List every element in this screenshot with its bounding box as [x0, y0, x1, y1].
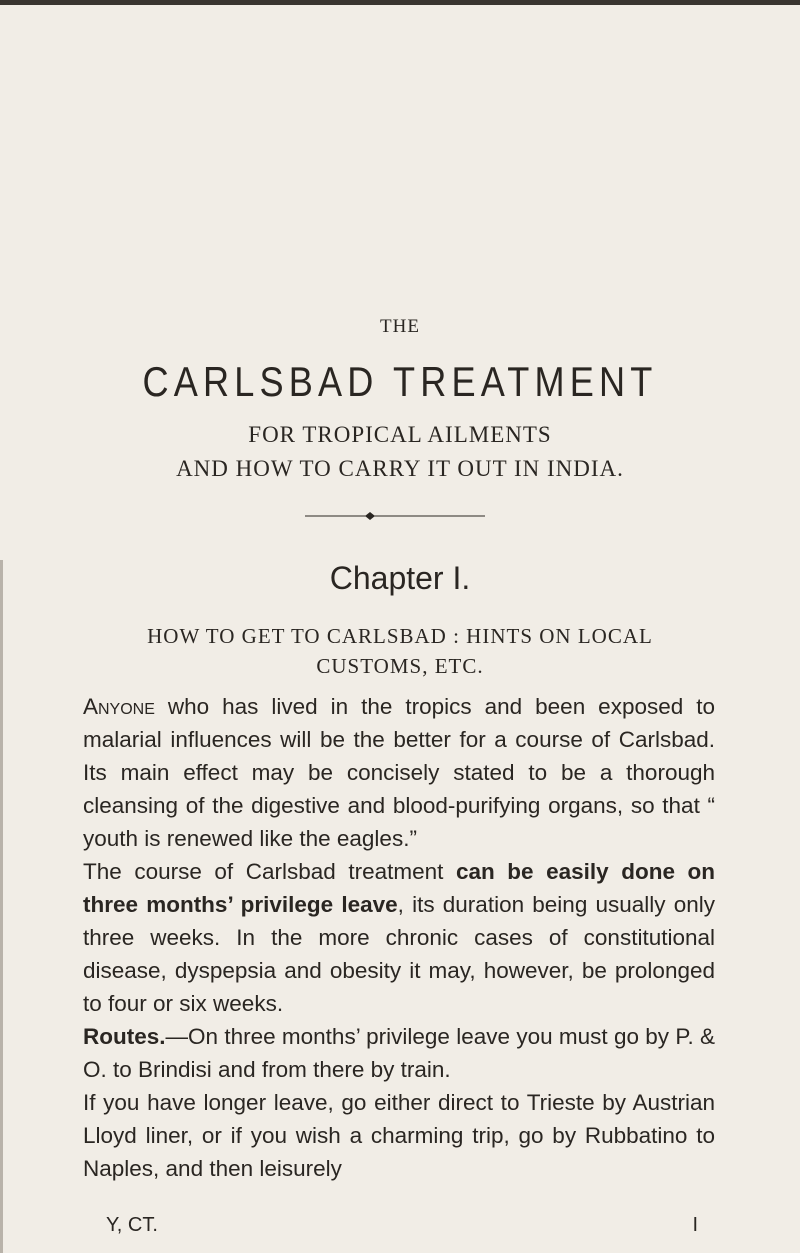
paragraph-1 [83, 690, 715, 855]
paragraph-2-end: , its duration being usually only three weeks. In the more chronic cases of constitutional disease, dyspepsia and obesity it may, however, be prolonged to four or six weeks. [83, 892, 716, 1016]
paragraph-3-text: —On three months’ privilege leave you must go by P. & O. to Brindisi and from there by train. [83, 1024, 715, 1082]
top-rule [0, 0, 800, 5]
subtitle-line-1: FOR TROPICAL AILMENTS [248, 422, 552, 447]
paragraph-1-text: who has lived in the tropics and been exposed to malarial influences will be the better for a course of Carlsbad. Its main effect may be concisely stated to be a thorough cleansing of the digestive and blood-purifying organs, so that “ youth is renewed like the eagles.” [83, 694, 715, 851]
routes-heading: Routes. [83, 1024, 166, 1049]
page-title: CARLSBAD TREATMENT [142, 358, 658, 405]
chapter-subheading-line-1: HOW TO GET TO CARLSBAD : HINTS ON LOCAL [147, 624, 653, 648]
drop-word: Anyone [83, 694, 155, 719]
paragraph-2 [83, 855, 715, 1020]
signature-mark: Y, CT. [106, 1214, 158, 1236]
paragraph-4: If you have longer leave, go either direct to Trieste by Austrian Lloyd liner, or if you wish a charming trip, go by Rubbatino to Naples, and then leisurely [83, 1090, 715, 1181]
chapter-heading: Chapter I. [329, 560, 471, 596]
title-the: THE [380, 316, 420, 337]
page-number: I [692, 1214, 698, 1236]
paragraph-2-start: The course of Carlsbad treatment [83, 859, 456, 884]
subtitle-line-2: AND HOW TO CARRY IT OUT IN INDIA. [176, 456, 624, 481]
ornament-divider [305, 511, 485, 521]
paragraph-2-bold: can be easily done on three months’ privilege leave [83, 859, 715, 917]
diamond-icon [365, 512, 375, 520]
paragraph-3 [83, 1020, 715, 1086]
chapter-subheading-line-2: CUSTOMS, ETC. [316, 654, 484, 678]
body-text [83, 690, 715, 1185]
